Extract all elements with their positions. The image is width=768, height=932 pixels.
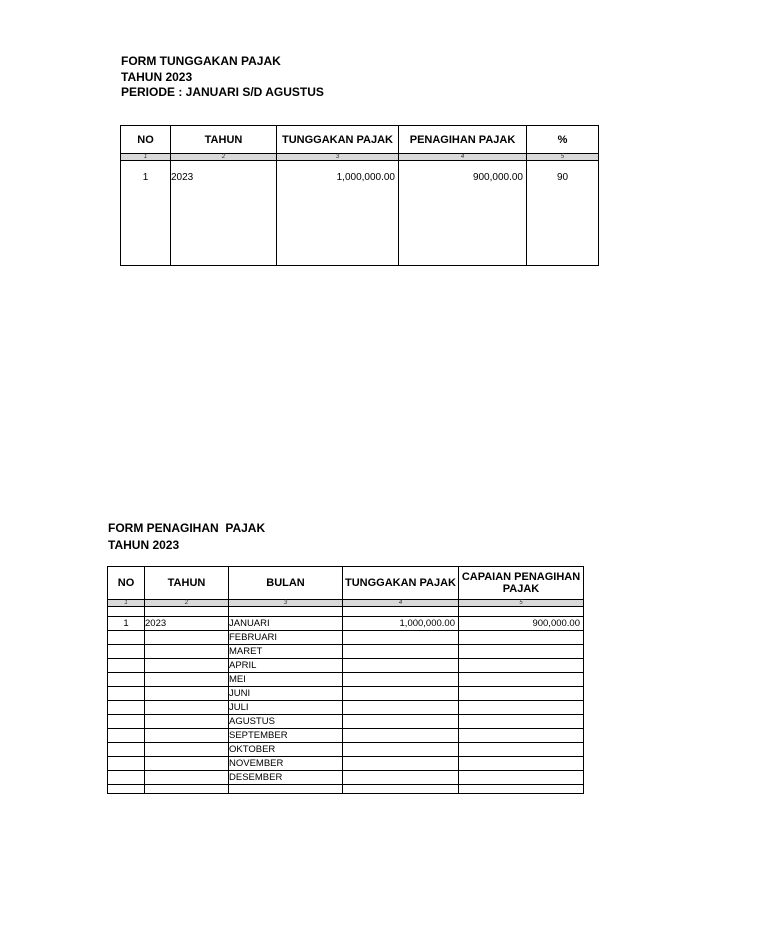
cell-tahun xyxy=(145,757,229,771)
cell-penagihan: 900,000.00 xyxy=(399,161,527,266)
cell-no: 1 xyxy=(121,161,171,266)
cell-no xyxy=(108,771,145,785)
cell-bulan: MARET xyxy=(229,645,343,659)
cell-tunggakan xyxy=(343,701,459,715)
header-tunggakan: TUNGGAKAN PAJAK xyxy=(343,567,459,600)
cell-bulan: NOVEMBER xyxy=(229,757,343,771)
table-row xyxy=(108,757,584,771)
cell-capaian xyxy=(459,729,584,743)
table-row xyxy=(108,687,584,701)
cell-tunggakan xyxy=(343,673,459,687)
cell-bulan: AGUSTUS xyxy=(229,715,343,729)
table-row xyxy=(108,645,584,659)
cell-tahun xyxy=(145,701,229,715)
cell-capaian xyxy=(459,645,584,659)
index-cell: 4 xyxy=(343,600,459,607)
table-row xyxy=(108,743,584,757)
table-header-row xyxy=(108,567,584,600)
cell-no xyxy=(108,701,145,715)
cell-tunggakan: 1,000,000.00 xyxy=(277,161,399,266)
form2-title xyxy=(108,520,265,554)
table-row xyxy=(108,659,584,673)
cell-capaian xyxy=(459,631,584,645)
cell-tunggakan xyxy=(343,715,459,729)
cell-bulan: JANUARI xyxy=(229,617,343,631)
cell-tahun xyxy=(145,715,229,729)
index-cell: 1 xyxy=(121,154,171,161)
cell-bulan: JULI xyxy=(229,701,343,715)
cell-tahun: 2023 xyxy=(171,161,277,266)
cell-capaian: 900,000.00 xyxy=(459,617,584,631)
cell-tunggakan xyxy=(343,729,459,743)
form1-title xyxy=(121,54,324,101)
cell-capaian xyxy=(459,673,584,687)
cell-tunggakan: 1,000,000.00 xyxy=(343,617,459,631)
cell-bulan: OKTOBER xyxy=(229,743,343,757)
cell-no: 1 xyxy=(108,617,145,631)
cell-tahun xyxy=(145,687,229,701)
cell-capaian xyxy=(459,771,584,785)
header-penagihan: PENAGIHAN PAJAK xyxy=(399,126,527,154)
index-cell: 2 xyxy=(171,154,277,161)
header-tahun: TAHUN xyxy=(171,126,277,154)
table-row xyxy=(121,161,599,266)
cell-tahun xyxy=(145,631,229,645)
cell-tunggakan xyxy=(343,757,459,771)
penagihan-table xyxy=(107,566,584,794)
cell-capaian xyxy=(459,687,584,701)
header-tunggakan: TUNGGAKAN PAJAK xyxy=(277,126,399,154)
cell-tahun xyxy=(145,771,229,785)
index-cell: 4 xyxy=(399,154,527,161)
header-no: NO xyxy=(121,126,171,154)
cell-tunggakan xyxy=(343,631,459,645)
cell-no xyxy=(108,743,145,757)
index-cell: 2 xyxy=(145,600,229,607)
table-row xyxy=(108,631,584,645)
tunggakan-table xyxy=(120,125,599,266)
cell-no xyxy=(108,631,145,645)
cell-tahun xyxy=(145,673,229,687)
cell-tunggakan xyxy=(343,645,459,659)
form2-title-line: TAHUN 2023 xyxy=(108,538,180,552)
cell-tahun: 2023 xyxy=(145,617,229,631)
cell-no xyxy=(108,645,145,659)
table-row xyxy=(108,701,584,715)
cell-capaian xyxy=(459,715,584,729)
table-row xyxy=(108,617,584,631)
cell-tahun xyxy=(145,645,229,659)
cell-bulan: DESEMBER xyxy=(229,771,343,785)
header-tahun: TAHUN xyxy=(145,567,229,600)
cell-tahun xyxy=(145,729,229,743)
cell-no xyxy=(108,673,145,687)
table-row xyxy=(108,715,584,729)
cell-no xyxy=(108,729,145,743)
cell-capaian xyxy=(459,743,584,757)
form1-title-line: PERIODE : JANUARI S/D AGUSTUS xyxy=(121,85,324,99)
cell-bulan: MEI xyxy=(229,673,343,687)
cell-no xyxy=(108,757,145,771)
header-no: NO xyxy=(108,567,145,600)
cell-bulan: SEPTEMBER xyxy=(229,729,343,743)
header-capaian: CAPAIAN PENAGIHAN PAJAK xyxy=(459,567,584,600)
spacer-row xyxy=(108,607,584,617)
table-row xyxy=(108,771,584,785)
index-cell: 3 xyxy=(277,154,399,161)
table-header-row xyxy=(121,126,599,154)
end-row xyxy=(108,785,584,794)
form1-title-line: TAHUN 2023 xyxy=(121,69,193,84)
table-row xyxy=(108,729,584,743)
cell-tunggakan xyxy=(343,771,459,785)
cell-no xyxy=(108,715,145,729)
cell-tahun xyxy=(145,659,229,673)
cell-capaian xyxy=(459,757,584,771)
cell-bulan: JUNI xyxy=(229,687,343,701)
cell-no xyxy=(108,687,145,701)
cell-capaian xyxy=(459,659,584,673)
table-row xyxy=(108,673,584,687)
index-cell: 3 xyxy=(229,600,343,607)
cell-tunggakan xyxy=(343,743,459,757)
form1-title-line: FORM TUNGGAKAN PAJAK xyxy=(121,54,281,68)
cell-bulan: FEBRUARI xyxy=(229,631,343,645)
cell-capaian xyxy=(459,701,584,715)
cell-persen: 90 xyxy=(527,161,599,266)
index-cell: 1 xyxy=(108,600,145,607)
cell-tunggakan xyxy=(343,659,459,673)
index-row xyxy=(108,600,584,607)
index-cell: 5 xyxy=(527,154,599,161)
index-cell: 5 xyxy=(459,600,584,607)
cell-no xyxy=(108,659,145,673)
cell-bulan: APRIL xyxy=(229,659,343,673)
header-bulan: BULAN xyxy=(229,567,343,600)
cell-tunggakan xyxy=(343,687,459,701)
cell-tahun xyxy=(145,743,229,757)
header-persen: % xyxy=(527,126,599,154)
form2-title-line: FORM PENAGIHAN PAJAK xyxy=(108,521,266,535)
index-row xyxy=(121,154,599,161)
